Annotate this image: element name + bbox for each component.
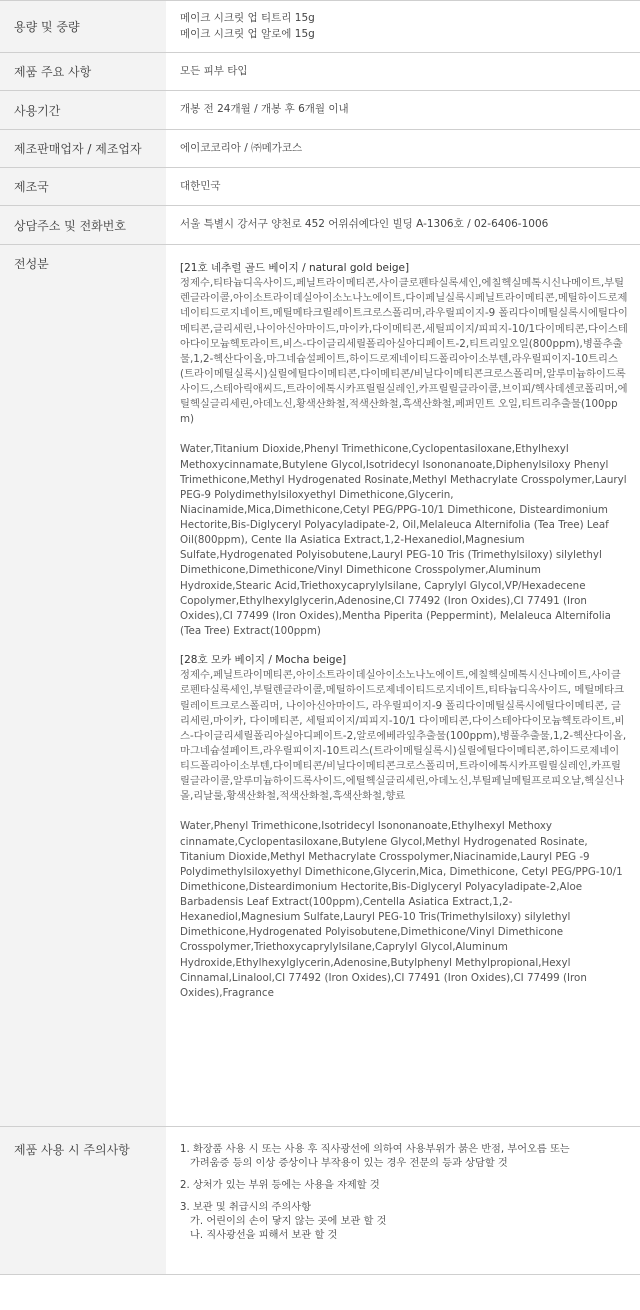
value-main-spec: 모든 피부 타입: [180, 64, 248, 77]
caution-item-1: [180, 1143, 628, 1171]
row-period: [0, 91, 640, 130]
shade2-ingredients-en: Water,Phenyl Trimethicone,Isotridecyl Isononanoate,Ethylhexyl Methoxy cinnamate,Cyclopentasiloxane,Butylene Glycol,Methyl Hydrogenated Rosinate, Titanium Dioxide,Methyl Methacrylate Crosspolymer,Niacinamide,Lauryl PEG -9 Polydimethylsiloxyethyl Dimethicone,Glycerin,Mica, Dimethicone, Cetyl PEG/PPG-10/1 Dimethicone,Disteardimonium Hectorite,Bis-Diglyceryl Polyacyladipate-2,Aloe Barbadensis Leaf Extract(100ppm),Centella Asiatica Extract,1,2-Hexanediol,Magnesium Sulfate,Lauryl PEG-10 Tris(Trimethylsiloxy) silylethyl Dimethicone,Hydrogenated Polyisobutene,Dimethicone/Vinyl Dimethicone Crosspolymer,Triethoxycaprylylsilane,Caprylyl Glycol,Aluminum Hydroxide,Ethylhexylglycerin,Adenosine,Butylphenyl Methylpropional,Hexyl Cinnamal,Linalool,CI 77492 (Iron Oxides),CI 77491 (Iron Oxides),CI 77499 (Iron Oxides),Fragrance: [180, 820, 623, 999]
label-country: 제조국: [0, 168, 166, 205]
caution-item-2: 2. 상처가 있는 부위 등에는 사용을 자제할 것: [180, 1180, 380, 1192]
shade1-ingredients-en: Water,Titanium Dioxide,Phenyl Trimethicone,Cyclopentasiloxane,Ethylhexyl Methoxycinnamate,Butylene Glycol,Isotridecyl Isononanoate,Diphenylsiloxy Phenyl Trimethicone,Methyl Hydrogenated Rosinate,Methyl Methacrylate Crosspolymer,Lauryl PEG-9 Polydimethylsiloxyethyl Dimethicone,Glycerin, Niacinamide,Mica,Dimethicone,Cetyl PEG/PPG-10/1 Dimethicone, Disteardimonium Hectorite,Bis-Diglyceryl Polyacyladipate-2, Oil,Melaleuca Alternifolia (Tea Tree) Leaf Oil(800ppm), Cente lla Asiatica Extract,1,2-Hexanediol,Magnesium Sulfate,Hydrogenated Polyisobutene,Lauryl PEG-10 Tris (Trimethylsiloxy) silylethyl Dimethicone,Dimethicone/Vinyl Dimethicone Crosspolymer,Aluminum Hydroxide,Stearic Acid,Triethoxycaprylylsilane, Caprylyl Glycol,VP/Hexadecene Copolymer,Ethylhexylglycerin,Adenosine,CI 77492 (Iron Oxides),CI 77491 (Iron Oxides),CI 77499 (Iron Oxides),Mentha Piperita (Peppermint), Melaleuca Alternifolia (Tea Tree) Extract(100ppm): [180, 443, 627, 637]
caution-item-3-a: 가. 어린이의 손이 닿지 않는 곳에 보관 할 것: [190, 1216, 387, 1228]
value-ingredients: [166, 245, 640, 1126]
value-maker: 에이코코리아 / ㈜메가코스: [180, 141, 303, 154]
label-caution: 제품 사용 시 주의사항: [0, 1127, 166, 1274]
row-ingredients: [0, 245, 640, 1127]
shade1-title: [21호 네추럴 골드 베이지 / natural gold beige]: [180, 262, 410, 274]
shade2-title: [28호 모카 베이지 / Mocha beige]: [180, 654, 347, 667]
value-contact: 서울 특별시 강서구 양천로 452 어위쉬예다인 빌딩 A-1306호 / 02-6406-1006: [180, 218, 549, 231]
row-contact: [0, 206, 640, 245]
caution-item-3-text: 3. 보관 및 취급시의 주의사항: [180, 1202, 311, 1214]
label-capacity: 용량 및 중량: [0, 1, 166, 52]
value-capacity: [166, 1, 640, 52]
caution-item-1-text: 1. 화장품 사용 시 또는 사용 후 직사광선에 의하여 사용부위가 붉은 반점, 부어오름 또는: [180, 1144, 570, 1155]
caution-item-3: [180, 1201, 628, 1243]
row-maker: [0, 130, 640, 168]
value-country: 대한민국: [180, 179, 221, 192]
row-main-spec: [0, 53, 640, 91]
label-maker: 제조판매업자 / 제조업자: [0, 130, 166, 167]
label-ingredients: 전성분: [0, 245, 166, 1126]
label-contact: 상담주소 및 전화번호: [0, 206, 166, 244]
value-caution: [166, 1127, 640, 1274]
shade1-ingredients-ko: 정제수,티타늄디옥사이드,페닐트라이메티콘,사이클로펜타실록세인,에칠헥실메톡시신나메이트,부틸렌글라이콜,아이소트라이데실아이소노나노에이트,다이페닐실록시페닐트라이메티콘,메틸하이드로제네이티드로지네이트,메틸메타크릴레이트크로스폴리머,라우릴피이지-9 폴리다이메틸실록시에틸다이메티콘,글리세린,나이아신아마이드,마이카,다이메티콘,세틸피이지/피피지-10/1다이메티콘,다이스테아다이모늄헥토라이트,비스-다이글리세릴폴리아실아디페이트-2,티트리잎오일(800ppm),병풀추출물,1,2-헥산다이올,마그네슘설페이트,하이드로제네이티드폴리아이소부텐,라우릴피이지-10트리스(트라이메틸실록시)실릴에틸다이메티콘,다이메티콘/비닐다이메티콘크로스폴리머,알루미늄하이드록사이드,스테아릭애씨드,트라이에톡시카프릴릴실레인,카프릴릴글라이콜,브이피/헥사데센코폴리머,에틸헥실글리세린,아데노신,황색산화철,적색산화철,흑색산화철,페퍼민트 오일,티트리추출물(100ppm): [180, 277, 628, 426]
value-period: 개봉 전 24개월 / 개봉 후 6개월 이내: [180, 103, 349, 116]
caution-item-1-cont: 가려움증 등의 이상 증상이나 부작용이 있는 경우 전문의 등과 상담할 것: [190, 1158, 508, 1170]
caution-item-3-b: 나. 직사광선을 피해서 보관 할 것: [190, 1230, 338, 1242]
capacity-line-2: 메이크 시크릿 업 알로에 15g: [180, 27, 315, 40]
row-capacity: [0, 1, 640, 53]
shade2-ingredients-ko: 정제수,페닐트라이메티콘,아이소트라이데실아이소노나노에이트,에칠헥실메톡시신나메이트,사이클로펜타실록세인,부틸렌글라이콜,메틸하이드로제네이티드로지네이트,티타늄디옥사이드, 메틸메타크릴레이트크로스폴리머, 나이아신아마이드, 라우릴피이지-9 폴리다이메틸실록시에틸다이메티콘, 글리세린,마이카, 다이메티콘, 세틸피이지/피피지-10/1 다이메티콘,다이스테아다이모늄헥토라이트,비스-다이글리세릴폴리아실아디페이트-2,알로에베라잎추출물(100ppm),병풀추출물,1,2-헥산다이올,마그네슘설페이트,라우릴피이지-10트리스(트라이메틸실록시)실릴에틸다이메티콘,하이드로제네이티드폴리아이소부텐,다이메티콘/비닐다이메티콘크로스폴리머,트라이에톡시카프릴릴실레인,카프릴릴글라이콜,알루미늄하이드록사이드,에틸헥실글리세린,아데노신,부틸페닐메틸프로피오날,헥실신나몰,리날룰,황색산화철,적색산화철,흑색산화철,향료: [180, 669, 627, 803]
label-period: 사용기간: [0, 91, 166, 129]
row-country: [0, 168, 640, 206]
capacity-line-1: 메이크 시크릿 업 티트리 15g: [180, 12, 315, 25]
row-caution: [0, 1127, 640, 1275]
label-main-spec: 제품 주요 사항: [0, 53, 166, 90]
